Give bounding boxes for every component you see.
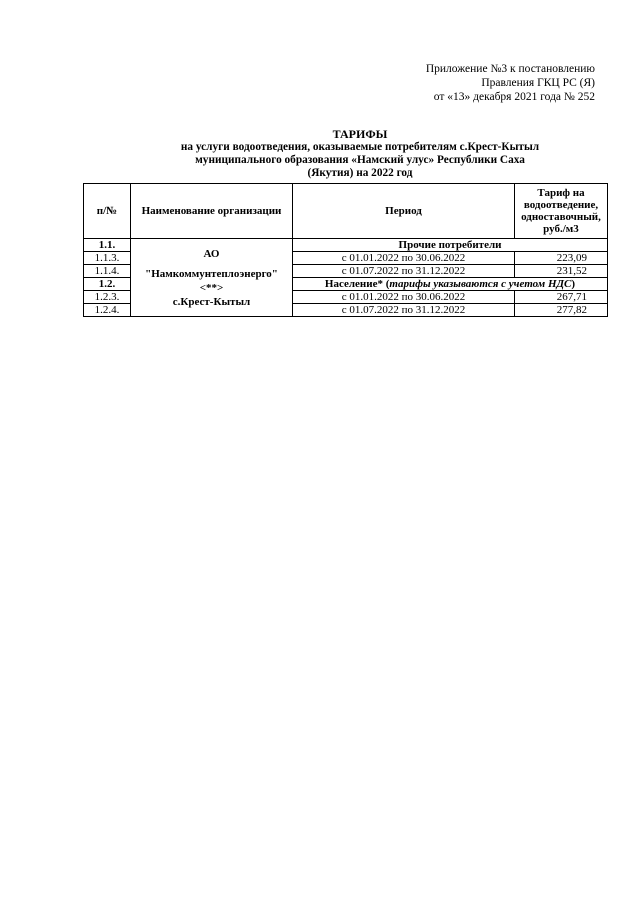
row-num: 1.2.3. bbox=[84, 291, 131, 304]
group-label-italic: тарифы указываются с учетом НДС bbox=[389, 278, 572, 290]
row-num: 1.2.4. bbox=[84, 304, 131, 317]
approval-header bbox=[335, 62, 595, 104]
group-label-plain: Население* ( bbox=[324, 278, 390, 290]
header-line-2: Правления ГКЦ РС (Я) bbox=[481, 77, 595, 89]
row-value: 231,52 bbox=[515, 265, 608, 278]
row-period: с 01.07.2022 по 31.12.2022 bbox=[293, 265, 515, 278]
header-tariff: Тариф на водоотведение, одноставочный, руб./м3 bbox=[515, 184, 608, 239]
group-label: Прочие потребители bbox=[293, 239, 608, 252]
document-title bbox=[80, 128, 640, 180]
row-period: с 01.07.2022 по 31.12.2022 bbox=[293, 304, 515, 317]
group-label-end: ) bbox=[571, 278, 576, 290]
row-num: 1.1.3. bbox=[84, 252, 131, 265]
header-period: Период bbox=[293, 184, 515, 239]
header-line-3: от «13» декабря 2021 года № 252 bbox=[433, 91, 595, 103]
row-value: 267,71 bbox=[515, 291, 608, 304]
org-line-2: "Намкоммунтеплоэнерго" bbox=[145, 267, 278, 280]
table-header-row bbox=[84, 184, 608, 239]
title-main: ТАРИФЫ bbox=[332, 127, 388, 141]
row-num: 1.1.4. bbox=[84, 265, 131, 278]
row-value: 223,09 bbox=[515, 252, 608, 265]
org-line-1: АО bbox=[203, 247, 220, 260]
group-num: 1.2. bbox=[84, 278, 131, 291]
header-org: Наименование организации bbox=[131, 184, 293, 239]
row-period: с 01.01.2022 по 30.06.2022 bbox=[293, 252, 515, 265]
group-num: 1.1. bbox=[84, 239, 131, 252]
org-line-3: <**> bbox=[199, 281, 224, 294]
header-line-1: Приложение №3 к постановлению bbox=[425, 63, 595, 75]
org-cell bbox=[131, 239, 293, 317]
title-line-3: (Якутия) на 2022 год bbox=[307, 167, 413, 179]
header-num: п/№ bbox=[84, 184, 131, 239]
title-line-1: на услуги водоотведения, оказываемые потребителям с.Крест-Кытыл bbox=[180, 141, 540, 153]
row-value: 277,82 bbox=[515, 304, 608, 317]
row-period: с 01.01.2022 по 30.06.2022 bbox=[293, 291, 515, 304]
group-label bbox=[293, 278, 608, 291]
title-line-2: муниципального образования «Намский улус» Республики Саха bbox=[195, 154, 525, 166]
tariff-table bbox=[83, 183, 608, 317]
org-line-4: с.Крест-Кытыл bbox=[172, 295, 251, 308]
group-row bbox=[84, 239, 608, 252]
